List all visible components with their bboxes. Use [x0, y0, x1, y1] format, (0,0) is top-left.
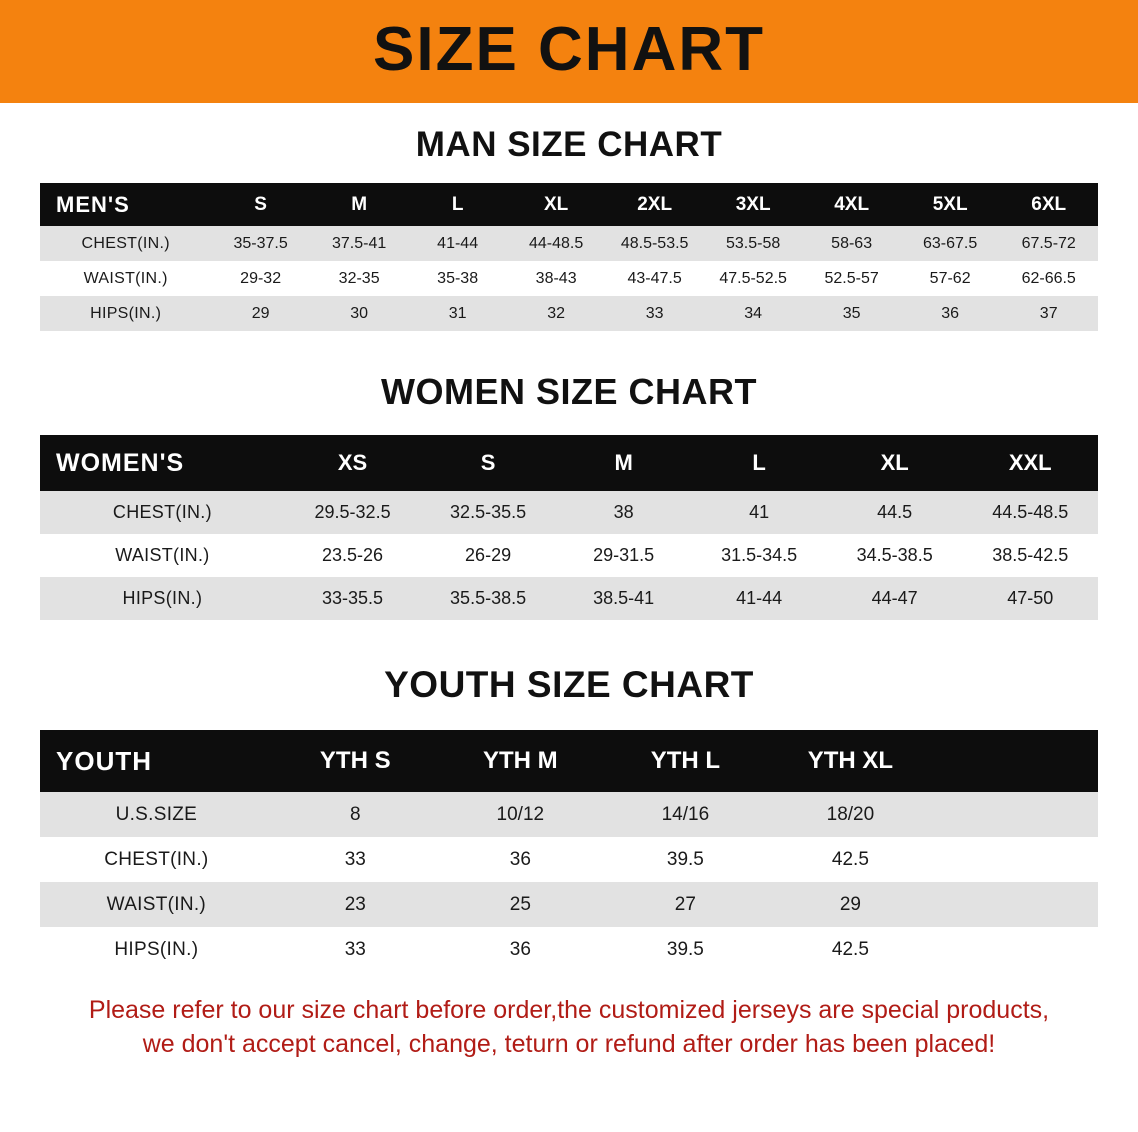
man-cell-1-6: 52.5-57	[802, 261, 901, 296]
man-cell-0-5: 53.5-58	[704, 226, 803, 261]
women-cell-0-1: 32.5-35.5	[420, 491, 556, 534]
table-header-row	[40, 183, 1098, 226]
table-row	[40, 927, 1098, 972]
man-row-header-label: MEN'S	[40, 183, 211, 226]
youth-cell-2-0: 23	[273, 882, 438, 927]
disclaimer-note	[34, 994, 1104, 1062]
youth-cell-3-0: 33	[273, 927, 438, 972]
women-col-1: S	[420, 435, 556, 491]
women-row-header-label: WOMEN'S	[40, 435, 285, 491]
youth-col-2: YTH L	[603, 730, 768, 792]
man-cell-1-1: 32-35	[310, 261, 409, 296]
man-cell-0-4: 48.5-53.5	[605, 226, 704, 261]
women-cell-2-0: 33-35.5	[285, 577, 421, 620]
man-cell-1-3: 38-43	[507, 261, 606, 296]
table-row	[40, 261, 1098, 296]
man-cell-1-0: 29-32	[211, 261, 310, 296]
man-row-label-0: CHEST(IN.)	[40, 226, 211, 261]
women-cell-2-5: 47-50	[962, 577, 1098, 620]
youth-cell-1-3: 42.5	[768, 837, 933, 882]
women-row-label-0: CHEST(IN.)	[40, 491, 285, 534]
man-table-wrapper	[0, 183, 1138, 331]
women-col-3: L	[691, 435, 827, 491]
women-row-label-2: HIPS(IN.)	[40, 577, 285, 620]
disclaimer-line-1: Please refer to our size chart before order,the customized jerseys are special products,	[88, 996, 1050, 1024]
man-cell-1-7: 57-62	[901, 261, 1000, 296]
youth-cell-0-3: 18/20	[768, 792, 933, 837]
women-row-label-1: WAIST(IN.)	[40, 534, 285, 577]
table-row	[40, 226, 1098, 261]
man-cell-0-2: 41-44	[408, 226, 507, 261]
women-cell-0-4: 44.5	[827, 491, 963, 534]
man-col-3: XL	[507, 183, 606, 226]
youth-cell-2-3: 29	[768, 882, 933, 927]
women-col-4: XL	[827, 435, 963, 491]
youth-cell-1-1: 36	[438, 837, 603, 882]
man-cell-1-2: 35-38	[408, 261, 507, 296]
youth-cell-3-2: 39.5	[603, 927, 768, 972]
man-col-5: 3XL	[704, 183, 803, 226]
table-row	[40, 577, 1098, 620]
women-cell-2-3: 41-44	[691, 577, 827, 620]
man-col-4: 2XL	[605, 183, 704, 226]
man-cell-2-6: 35	[802, 296, 901, 331]
youth-row-header-label: YOUTH	[40, 730, 273, 792]
disclaimer-line-2: we don't accept cancel, change, teturn or refund after order has been placed!	[142, 1029, 996, 1058]
youth-table-wrapper	[0, 730, 1138, 972]
man-cell-2-2: 31	[408, 296, 507, 331]
youth-cell-2-2: 27	[603, 882, 768, 927]
youth-size-table	[40, 730, 1098, 972]
women-cell-0-3: 41	[691, 491, 827, 534]
man-row-label-2: HIPS(IN.)	[40, 296, 211, 331]
table-header-row	[40, 435, 1098, 491]
youth-cell-3-1: 36	[438, 927, 603, 972]
man-cell-0-3: 44-48.5	[507, 226, 606, 261]
table-row	[40, 882, 1098, 927]
man-cell-2-1: 30	[310, 296, 409, 331]
man-col-0: S	[211, 183, 310, 226]
table-header-row	[40, 730, 1098, 792]
youth-col-spacer	[933, 730, 1098, 792]
women-cell-1-0: 23.5-26	[285, 534, 421, 577]
table-row	[40, 837, 1098, 882]
women-cell-0-0: 29.5-32.5	[285, 491, 421, 534]
man-cell-2-7: 36	[901, 296, 1000, 331]
man-cell-1-4: 43-47.5	[605, 261, 704, 296]
youth-cell-1-spacer	[933, 837, 1098, 882]
youth-cell-0-0: 8	[273, 792, 438, 837]
table-row	[40, 491, 1098, 534]
youth-cell-2-spacer	[933, 882, 1098, 927]
banner	[0, 0, 1138, 103]
women-cell-0-5: 44.5-48.5	[962, 491, 1098, 534]
women-col-2: M	[556, 435, 692, 491]
youth-cell-1-2: 39.5	[603, 837, 768, 882]
youth-row-label-1: CHEST(IN.)	[40, 837, 273, 882]
women-cell-1-2: 29-31.5	[556, 534, 692, 577]
youth-col-0: YTH S	[273, 730, 438, 792]
women-col-0: XS	[285, 435, 421, 491]
youth-col-3: YTH XL	[768, 730, 933, 792]
man-section-title: MAN SIZE CHART	[415, 125, 723, 164]
youth-cell-3-3: 42.5	[768, 927, 933, 972]
man-cell-1-5: 47.5-52.5	[704, 261, 803, 296]
youth-cell-0-spacer	[933, 792, 1098, 837]
women-cell-1-4: 34.5-38.5	[827, 534, 963, 577]
youth-cell-0-1: 10/12	[438, 792, 603, 837]
man-col-6: 4XL	[802, 183, 901, 226]
women-cell-1-3: 31.5-34.5	[691, 534, 827, 577]
youth-cell-2-1: 25	[438, 882, 603, 927]
women-cell-2-4: 44-47	[827, 577, 963, 620]
youth-cell-0-2: 14/16	[603, 792, 768, 837]
table-row	[40, 296, 1098, 331]
man-cell-0-1: 37.5-41	[310, 226, 409, 261]
women-section-title: WOMEN SIZE CHART	[381, 371, 757, 412]
man-col-8: 6XL	[999, 183, 1098, 226]
table-row	[40, 534, 1098, 577]
youth-row-label-3: HIPS(IN.)	[40, 927, 273, 972]
youth-cell-3-spacer	[933, 927, 1098, 972]
man-cell-2-5: 34	[704, 296, 803, 331]
man-cell-0-7: 63-67.5	[901, 226, 1000, 261]
man-col-7: 5XL	[901, 183, 1000, 226]
page-title: SIZE CHART	[373, 14, 765, 84]
man-size-table	[40, 183, 1098, 331]
women-size-table	[40, 435, 1098, 620]
table-row	[40, 792, 1098, 837]
women-cell-1-5: 38.5-42.5	[962, 534, 1098, 577]
youth-col-1: YTH M	[438, 730, 603, 792]
man-cell-2-3: 32	[507, 296, 606, 331]
man-col-1: M	[310, 183, 409, 226]
man-cell-0-8: 67.5-72	[999, 226, 1098, 261]
women-cell-2-1: 35.5-38.5	[420, 577, 556, 620]
women-cell-2-2: 38.5-41	[556, 577, 692, 620]
women-col-5: XXL	[962, 435, 1098, 491]
youth-row-label-2: WAIST(IN.)	[40, 882, 273, 927]
man-cell-1-8: 62-66.5	[999, 261, 1098, 296]
youth-row-label-0: U.S.SIZE	[40, 792, 273, 837]
man-cell-2-0: 29	[211, 296, 310, 331]
man-cell-0-0: 35-37.5	[211, 226, 310, 261]
man-row-label-1: WAIST(IN.)	[40, 261, 211, 296]
man-cell-0-6: 58-63	[802, 226, 901, 261]
man-cell-2-4: 33	[605, 296, 704, 331]
women-table-wrapper	[0, 435, 1138, 620]
youth-cell-1-0: 33	[273, 837, 438, 882]
women-cell-1-1: 26-29	[420, 534, 556, 577]
man-col-2: L	[408, 183, 507, 226]
youth-section-title: YOUTH SIZE CHART	[384, 664, 754, 705]
man-cell-2-8: 37	[999, 296, 1098, 331]
women-cell-0-2: 38	[556, 491, 692, 534]
